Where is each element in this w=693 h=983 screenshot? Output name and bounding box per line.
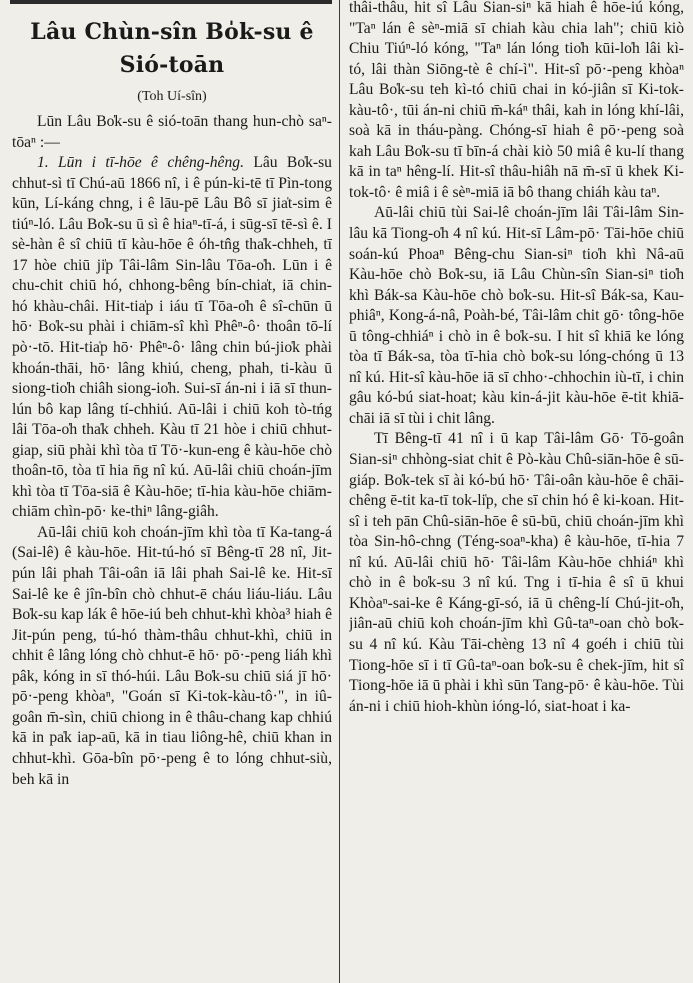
article-byline: (Toh Uí-sîn) (137, 89, 207, 104)
right-paragraph-2: Aū-lâi chiū tùi Sai-lê choán-jīm lâi Tâi-lâm Sin-lâu kā Tiong-o̍h 4 nî kú. Hit-sī Lâm-pō· Tāi-hōe chiū soán-kú Phoaⁿ Bêng-chu Sian-siⁿ tio̍h khì Nâ-aū Kàu-hōe chò Bo̍k-su, iā Lâu Chùn-sîn Sian-siⁿ tio̍h khì Bák-sa Kàu-hōe chò bo̍k-su. Hit-sî Bák-sa, Kau-phiâⁿ, Kong-á-nâ, Poàh-bé, Tâi-lâm chit gō· tông-hōe ū tông-chhiáⁿ i chò in ê bo̍k-su. I hit sî khiā ke lóng tòa tī Bák-sa, tòa tī-hia chò bo̍k-su lóng-chóng ū 13 nî kú. Hit-sî kàu-hōe iā sī chho·-chhochin iù-tī, i chin gâu kó-bú siat-hoat; kàu kin-á-jit kàu-hōe ē-tit khiā-chāi iā sī tùi i chit lâng. (349, 204, 684, 427)
right-paragraph-1: thâi-thâu, hit sî Lâu Sian-siⁿ kā hiah ê hōe-iú kóng, "Taⁿ lán ê sèⁿ-miā sī chiah kàu chia lah"; chiū kiò Chiu Tiúⁿ-ló kóng, "Taⁿ lán lóng tio̍h kūi-lo̍h lâi kì-tó, lâi thàn Siōng-tè ê chí-ì". Hit-sî pō·-peng khòaⁿ Lâu Bo̍k-su teh kì-tó chiū chai in kó-jiân sī Ki-tok-kàu-tô·, tūi án-ni chiū m̄-káⁿ thâi, kah in lóng khí-lâi, soà kā in tháu-pàng. Chóng-sī hiah ê pō·-peng soà kah Lâu Bo̍k-su tī bīn-á chài kiò 50 miâ ê ku-lí thang kā in taⁿ hêng-lí. Hit-sî thâu-hiâh nā m̄-sī ū khek Ki-tok-tô· ê miâ i ê sèⁿ-miā iā bô thang chiáh kàu taⁿ. (349, 0, 684, 201)
article-header (12, 0, 332, 108)
section1-heading: 1. Lūn i tī-hōe ê chêng-hêng. (36, 154, 244, 172)
left-paragraph-1: Lâu Bo̍k-su chhut-sì tī Chú-aū 1866 nî, i ê pún-ki-tē tī Pìn-tong kūn, Lí-káng chng, i ê lāu-pē Lâu Bô sī jia̍t-sim ê tiúⁿ-ló. Lâu Bo̍k-su ū sì ê hiaⁿ-tī-á, i sūg-sī tē-sì ê. I sè-hàn ê sî chiū tī kàu-hōe ê óh-tn̂g tha̍k-chheh, tī 17 hòe chiū ji̍p Tâi-lâm Sin-lâu Tōa-o̍h. Lūn i ê chu-chit chiū hó, chhong-bêng bín-chia̍t, iā chin-hó khàu-châi. Hit-tia̍p i iáu tī Tōa-o̍h ê sî-chūn ū hō· Bo̍k-su phài i chiām-sî khì Phêⁿ-ô· thoân tō-lí pò·-tō. Hit-tia̍p hō· Phêⁿ-ô· lâng chin bú-jio̍k phài khoán-thāi, hō· lâng khiú, cheng, phah, ti-kàu ū siong-tio̍h chiâh siong-io̍h. Sui-sī án-ni i iā sī thun-lún bô kap lâng tí-chhiú. Aū-lâi i chiū koh tò-tńg lâi Tōa-o̍h tha̍k chheh. Kàu tī 21 hòe i chiū chhut-giap, siū phài khì tòa tī Tō·-kun-eng ê kàu-hōe chò thoân-tō, tòa tī hia n̄g nî kú. Aū-lâi chiū choán-jīm khì tòa tī Tōa-siā ê Kàu-hōe; tī-hia kàu-hōe chiām-chiām chìn-pō· ke-thiⁿ lâng-giâh. (12, 154, 332, 521)
intro-paragraph: Lūn Lâu Bo̍k-su ê sió-toān thang hun-chò saⁿ-tōaⁿ :— (12, 113, 332, 151)
article-title-line1: Lâu Chùn-sîn Bo̍k-su ê (30, 19, 314, 45)
right-column (349, 0, 684, 981)
left-paragraph-2: Aū-lâi chiū koh choán-jīm khì tòa tī Ka-tang-á (Sai-lê) ê kàu-hōe. Hit-tú-hó sī Bêng-tī 28 nî, Jit-pún lâi phah Tâi-oân iā lâi phah Sai-lê ke. Hit-sī Sai-lê ke ê jîn-bîn chò chhut-ē cháu liáu-liáu. Lâu Bo̍k-su kap lák ê hōe-iú beh chhut-khì khòa³ hiah ê Jit-pún peng, tú-hó thàm-thâu chhut-khì, chiū in chhit ê lâng lóng chò chhut-ē hō· pō·-peng liáh khì pâk, kóng in sī thó-húi. Lâu Bo̍k-su chiū siá jī hō· pō·-peng khòaⁿ, "Goán sī Ki-tok-kàu-tô·", in iû-goân m̄-sìn, chiū chiong in ê thâu-chang kap chhiú kā in pa̍k iap-aū, kā in tiau liông-hê, chiū khan in chhut-khì. Gōa-bîn pō·-peng ê to lóng chhut-siù, beh kā in (12, 523, 332, 788)
column-divider (339, 0, 340, 983)
right-paragraph-3: Tī Bêng-tī 41 nî i ū kap Tâi-lâm Gō· Tō-goân Sian-siⁿ chhòng-siat chit ê Pò-kàu Chû-siān-hōe ê sū-giáp. Bo̍k-tek sī ài kó-bú hō· Tâi-oân kàu-hōe ê chāi-chêng ē-tit ka-tī tok-li̍p, che sī chin hó ê ki-koan. Hit-sî i teh pān Chû-siān-hōe ê sū-bū, chiū choán-jīm khì tòa Sin-hô-chng (Téng-soaⁿ-kha) ê kàu-hōe, tī-hia 7 nî kú. Aū-lâi chiū hō· Tâi-lâm Kàu-hōe chhiáⁿ khì chò in ê bo̍k-su 3 nî kú. Tng i tī-hia ê sî ū khui Khòaⁿ-sai-ke ê Káng-gī-só, iā ū chêng-lí Chú-jit-o̍h, jiân-aū chiū koh choán-jīm khì Gû-taⁿ-oan chò bo̍k-su 4 nî kú. Kàu Tāi-chèng 13 nî 4 goéh i chiū tùi Tiong-hōe sī i tī Gû-taⁿ-oan bo̍k-su ê chek-jīm, hit sî Tiong-hōe iā ū phài i khì sūn Tang-pō· ê kàu-hōe. Tùi án-ni i chiū hioh-khùn ióng-ló, siat-hoat i ka- (349, 430, 684, 715)
article-title-line2: Sió-toān (119, 52, 225, 78)
left-column (12, 0, 332, 983)
section1-paragraph (12, 153, 332, 523)
